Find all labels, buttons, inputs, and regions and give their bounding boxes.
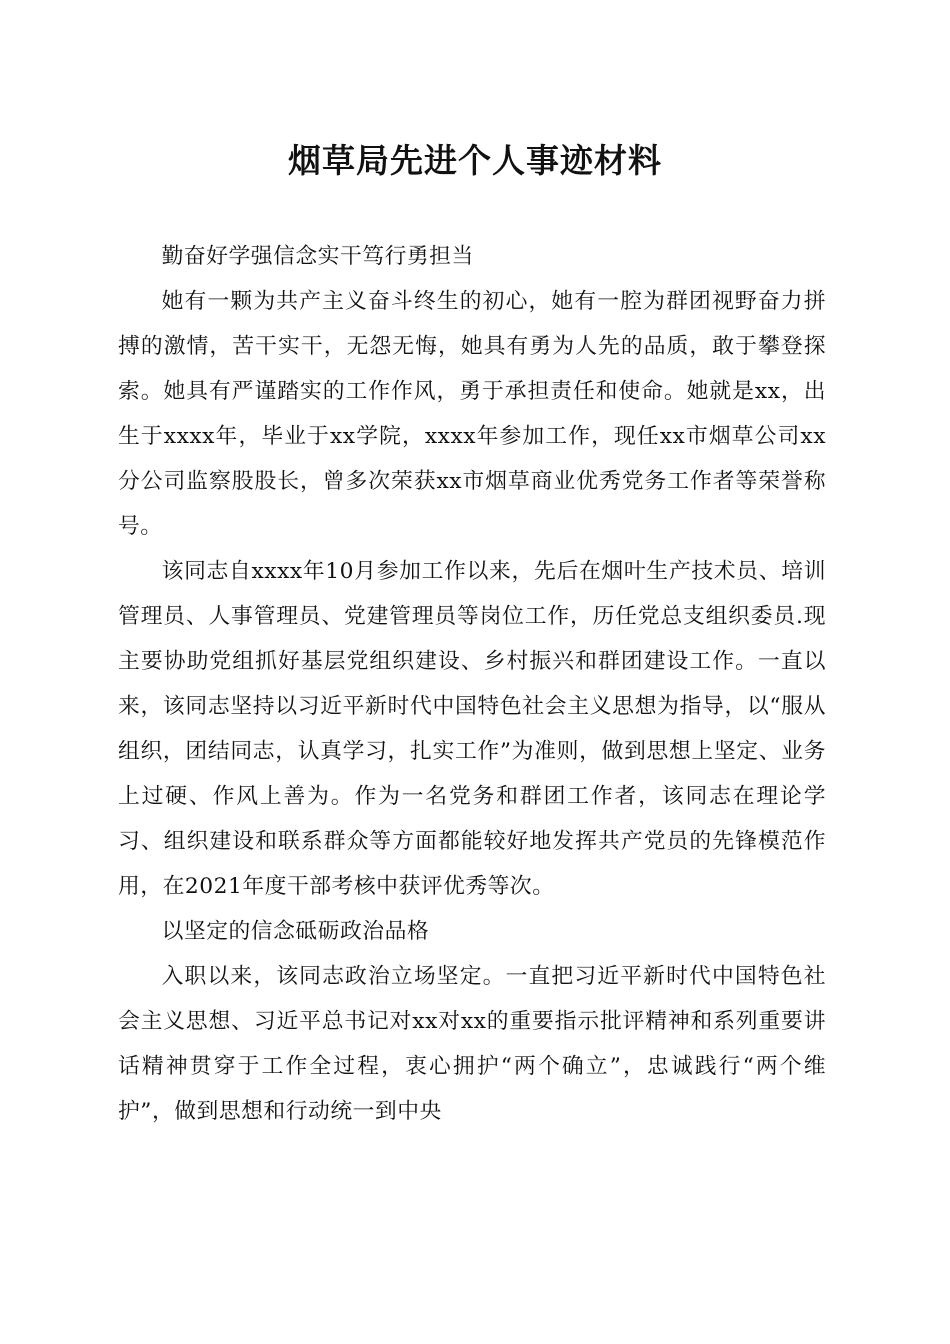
paragraph-work-history: 该同志自xxxx年10月参加工作以来，先后在烟叶生产技术员、培训管理员、人事管理员、党建管理员等岗位工作，历任党总支组织委员.现主要协助党组抓好基层党组织建设、乡村振兴和群团建设工作。一直以来，该同志坚持以习近平新时代中国特色社会主义思想为指导，以“服从组织，团结同志，认真学习，扎实工作”为准则，做到思想上坚定、业务上过硬、作风上善为。作为一名党务和群团工作者，该同志在理论学习、组织建设和联系群众等方面都能较好地发挥共产党员的先锋模范作用，在2021年度干部考核中获评优秀等次。 (118, 559, 826, 899)
document-body (118, 234, 826, 1134)
document-title: 烟草局先进个人事迹材料 (288, 141, 662, 180)
section-heading-political-character: 以坚定的信念砥砺政治品格 (161, 919, 430, 944)
paragraph-introduction: 她有一颗为共产主义奋斗终生的初心，她有一腔为群团视野奋力拼搏的激情，苦干实干，无怨无悔，她具有勇为人先的品质，敢于攀登探索。她具有严谨踏实的工作作风，勇于承担责任和使命。她就是xx，出生于xxxx年，毕业于xx学院，xxxx年参加工作，现任xx市烟草公司xx分公司监察股股长，曾多次荣获xx市烟草商业优秀党务工作者等荣誉称号。 (118, 289, 826, 539)
paragraph-political-stance: 入职以来，该同志政治立场坚定。一直把习近平新时代中国特色社会主义思想、习近平总书记对xx对xx的重要指示批评精神和系列重要讲话精神贯穿于工作全过程，衷心拥护“两个确立”，忠诚践行“两个维护”，做到思想和行动统一到中央 (118, 964, 826, 1124)
section-heading-diligence: 勤奋好学强信念实干笃行勇担当 (161, 244, 474, 269)
